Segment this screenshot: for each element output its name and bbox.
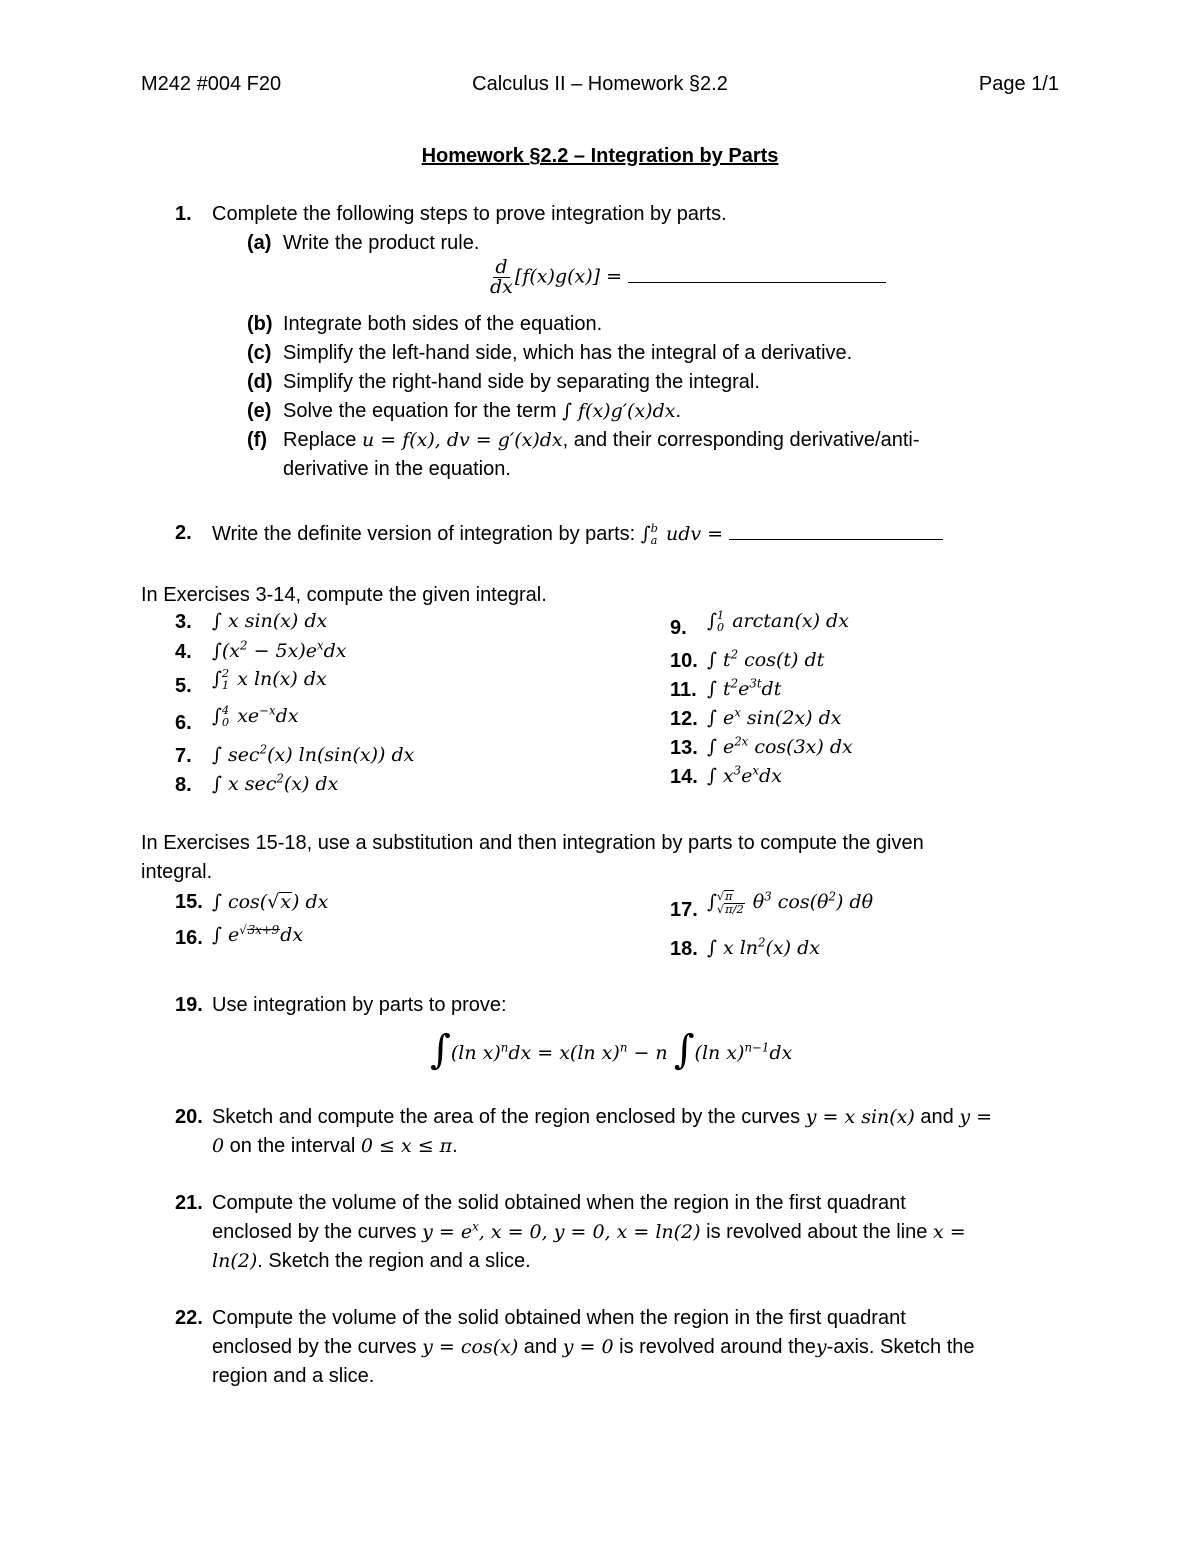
q1e-text: Solve the equation for the term: [283, 400, 557, 422]
q21-line3: [212, 1251, 531, 1271]
q22-text3: region and a slice.: [212, 1365, 375, 1387]
q1c-label: (c): [247, 342, 272, 364]
q21-axis-start: x =: [932, 1221, 966, 1243]
q1b-label: (b): [247, 313, 273, 335]
q21-text2a: enclosed by the curves: [212, 1221, 417, 1243]
q19-text: Use integration by parts to prove:: [212, 994, 507, 1016]
q1e-line: Solve the equation for the term ∫ f(x)g′(x)dx.: [283, 400, 682, 422]
q21-curves: $y = e^x$, x = 0, y = 0, x = ln(2): [422, 1219, 701, 1243]
section2-heading-line2: integral.: [141, 861, 213, 883]
ex17-number: 17.: [670, 899, 698, 921]
ex4-number: 4.: [175, 641, 192, 663]
q1-text: Complete the following steps to prove integration by parts.: [212, 203, 727, 225]
q20-and: and: [920, 1106, 954, 1128]
q20-text2: on the interval: [229, 1135, 356, 1157]
q22-curve1: y = cos(x): [422, 1336, 519, 1358]
ex17-integral: ∫ √π √π/2 $\theta^3$ $\cos(\theta^2)$ dθ: [707, 889, 874, 916]
ex7-number: 7.: [175, 745, 192, 767]
header-course: M242 #004 F20: [141, 73, 282, 95]
ex18-number: 18.: [670, 938, 698, 960]
ex10-number: 10.: [670, 650, 698, 672]
ex16-integral: ∫ $e^{√3x+9}dx$: [212, 922, 304, 946]
q1b-text: Integrate both sides of the equation.: [283, 313, 603, 335]
ex13-integral: ∫ $e^{2x}$ cos(3x) dx: [707, 734, 853, 758]
q20-text1: Sketch and compute the area of the region enclosed by the curves: [212, 1106, 801, 1128]
product-rule-formula: $\frac{d}{dx}$ [f(x)g(x)] =: [488, 258, 886, 297]
q20-interval: 0 ≤ x ≤ π: [360, 1135, 453, 1157]
q21-text3: . Sketch the region and a slice.: [257, 1250, 531, 1272]
ex12-number: 12.: [670, 708, 698, 730]
q20-number: 20.: [175, 1106, 203, 1128]
ex11-number: 11.: [670, 679, 697, 701]
ex7-integral: ∫ $\sec^2(x)$ ln(sin(x)) dx: [212, 742, 415, 766]
q20-curve2-end: 0: [212, 1135, 225, 1157]
ex15-number: 15.: [175, 891, 203, 913]
q2-line: [212, 523, 943, 547]
q1f-text3: derivative in the equation.: [283, 458, 511, 480]
ex6-number: 6.: [175, 712, 192, 734]
q1a-text: Write the product rule.: [283, 232, 480, 254]
ex8-integral: ∫ x $\sec^2(x)$ dx: [212, 771, 339, 795]
q1a-label: (a): [247, 232, 272, 254]
q21-text2b: is revolved about the line: [706, 1221, 928, 1243]
q1d-label: (d): [247, 371, 273, 393]
ex3-number: 3.: [175, 611, 192, 633]
ex4-integral: $\int(x^2 - 5x)e^xdx$: [212, 638, 347, 662]
ex8-number: 8.: [175, 774, 192, 796]
ex16-number: 16.: [175, 927, 203, 949]
ex14-integral: ∫ $x^3e^xdx$: [707, 763, 782, 787]
section1-heading: In Exercises 3-14, compute the given integral.: [141, 584, 547, 606]
ex9-integral: ∫ 1 0 arctan(x) dx: [707, 608, 849, 634]
q1c-text: Simplify the left-hand side, which has the integral of a derivative.: [283, 342, 853, 364]
q22-axis-var: y: [815, 1336, 827, 1358]
q1e-formula: ∫ f(x)g′(x)dx: [562, 400, 676, 422]
q1f-label: (f): [247, 429, 267, 451]
q2-text: Write the definite version of integration by parts:: [212, 522, 636, 545]
q2-formula: ∫ b a udv =: [641, 523, 943, 545]
ex5-number: 5.: [175, 675, 192, 697]
q20-curve2-start: y =: [959, 1106, 993, 1128]
header-title: Calculus II – Homework §2.2: [472, 73, 728, 95]
ex18-integral: ∫ x $\ln^2(x)$ dx: [707, 935, 820, 959]
q21-axis-end: ln(2): [212, 1250, 258, 1272]
ex10-integral: ∫ $t^2$ cos(t) dt: [707, 647, 825, 671]
q22-text2d: -axis. Sketch the: [826, 1336, 975, 1358]
q1f-formula: u = f(x), dv = g′(x)dx: [361, 429, 563, 451]
q21-text1: Compute the volume of the solid obtained when the region in the first quadrant: [212, 1192, 906, 1214]
q20-line2: 0 on the interval 0 ≤ x ≤ π.: [212, 1135, 458, 1157]
q20-line1: [212, 1107, 992, 1127]
q22-text2a: enclosed by the curves: [212, 1336, 417, 1358]
q22-text2b: and: [523, 1336, 558, 1358]
q19-formula: ∫(ln x)$^n$dx = x(ln x)$^n$ − n ∫(ln x)$^{n-1}$dx: [430, 1027, 793, 1073]
q1-number: 1.: [175, 203, 192, 225]
q1f-text2: and their corresponding derivative/anti-: [573, 429, 920, 451]
q19-number: 19.: [175, 994, 203, 1016]
q21-line2: [212, 1219, 966, 1243]
ex12-integral: ∫ $e^x$ sin(2x) dx: [707, 705, 842, 729]
ex5-integral: ∫ 2 1 x ln(x) dx: [212, 666, 327, 692]
section2-heading-line1: In Exercises 15-18, use a substitution and then integration by parts to compute the given: [141, 832, 924, 854]
q22-text2c: is revolved around the: [619, 1336, 816, 1358]
header-page: Page 1/1: [978, 73, 1059, 95]
q1f-line: Replace u = f(x), dv = g′(x)dx, and their corresponding derivative/anti-: [283, 429, 920, 451]
q22-line2: [212, 1337, 975, 1357]
q1e-label: (e): [247, 400, 272, 422]
ex13-number: 13.: [670, 737, 698, 759]
q22-text1: Compute the volume of the solid obtained when the region in the first quadrant: [212, 1307, 906, 1329]
q1d-text: Simplify the right-hand side by separating the integral.: [283, 371, 760, 393]
q21-number: 21.: [175, 1192, 203, 1214]
q20-curve1: y = x sin(x): [805, 1106, 915, 1128]
q22-curve2: y = 0: [562, 1336, 614, 1358]
q1f-text1: Replace: [283, 429, 357, 451]
q2-number: 2.: [175, 522, 192, 544]
ex6-integral: ∫ 4 0 $xe^{-x}dx$: [212, 703, 299, 729]
ex15-integral: ∫ cos(√x) dx: [212, 891, 329, 913]
q22-number: 22.: [175, 1307, 203, 1329]
ex14-number: 14.: [670, 766, 698, 788]
ex11-integral: ∫ $t^2e^{3t}dt$: [707, 676, 782, 700]
page-title: Homework §2.2 – Integration by Parts: [421, 145, 779, 167]
ex3-integral: ∫ x sin(x) dx: [212, 610, 328, 632]
ex9-number: 9.: [670, 617, 687, 639]
